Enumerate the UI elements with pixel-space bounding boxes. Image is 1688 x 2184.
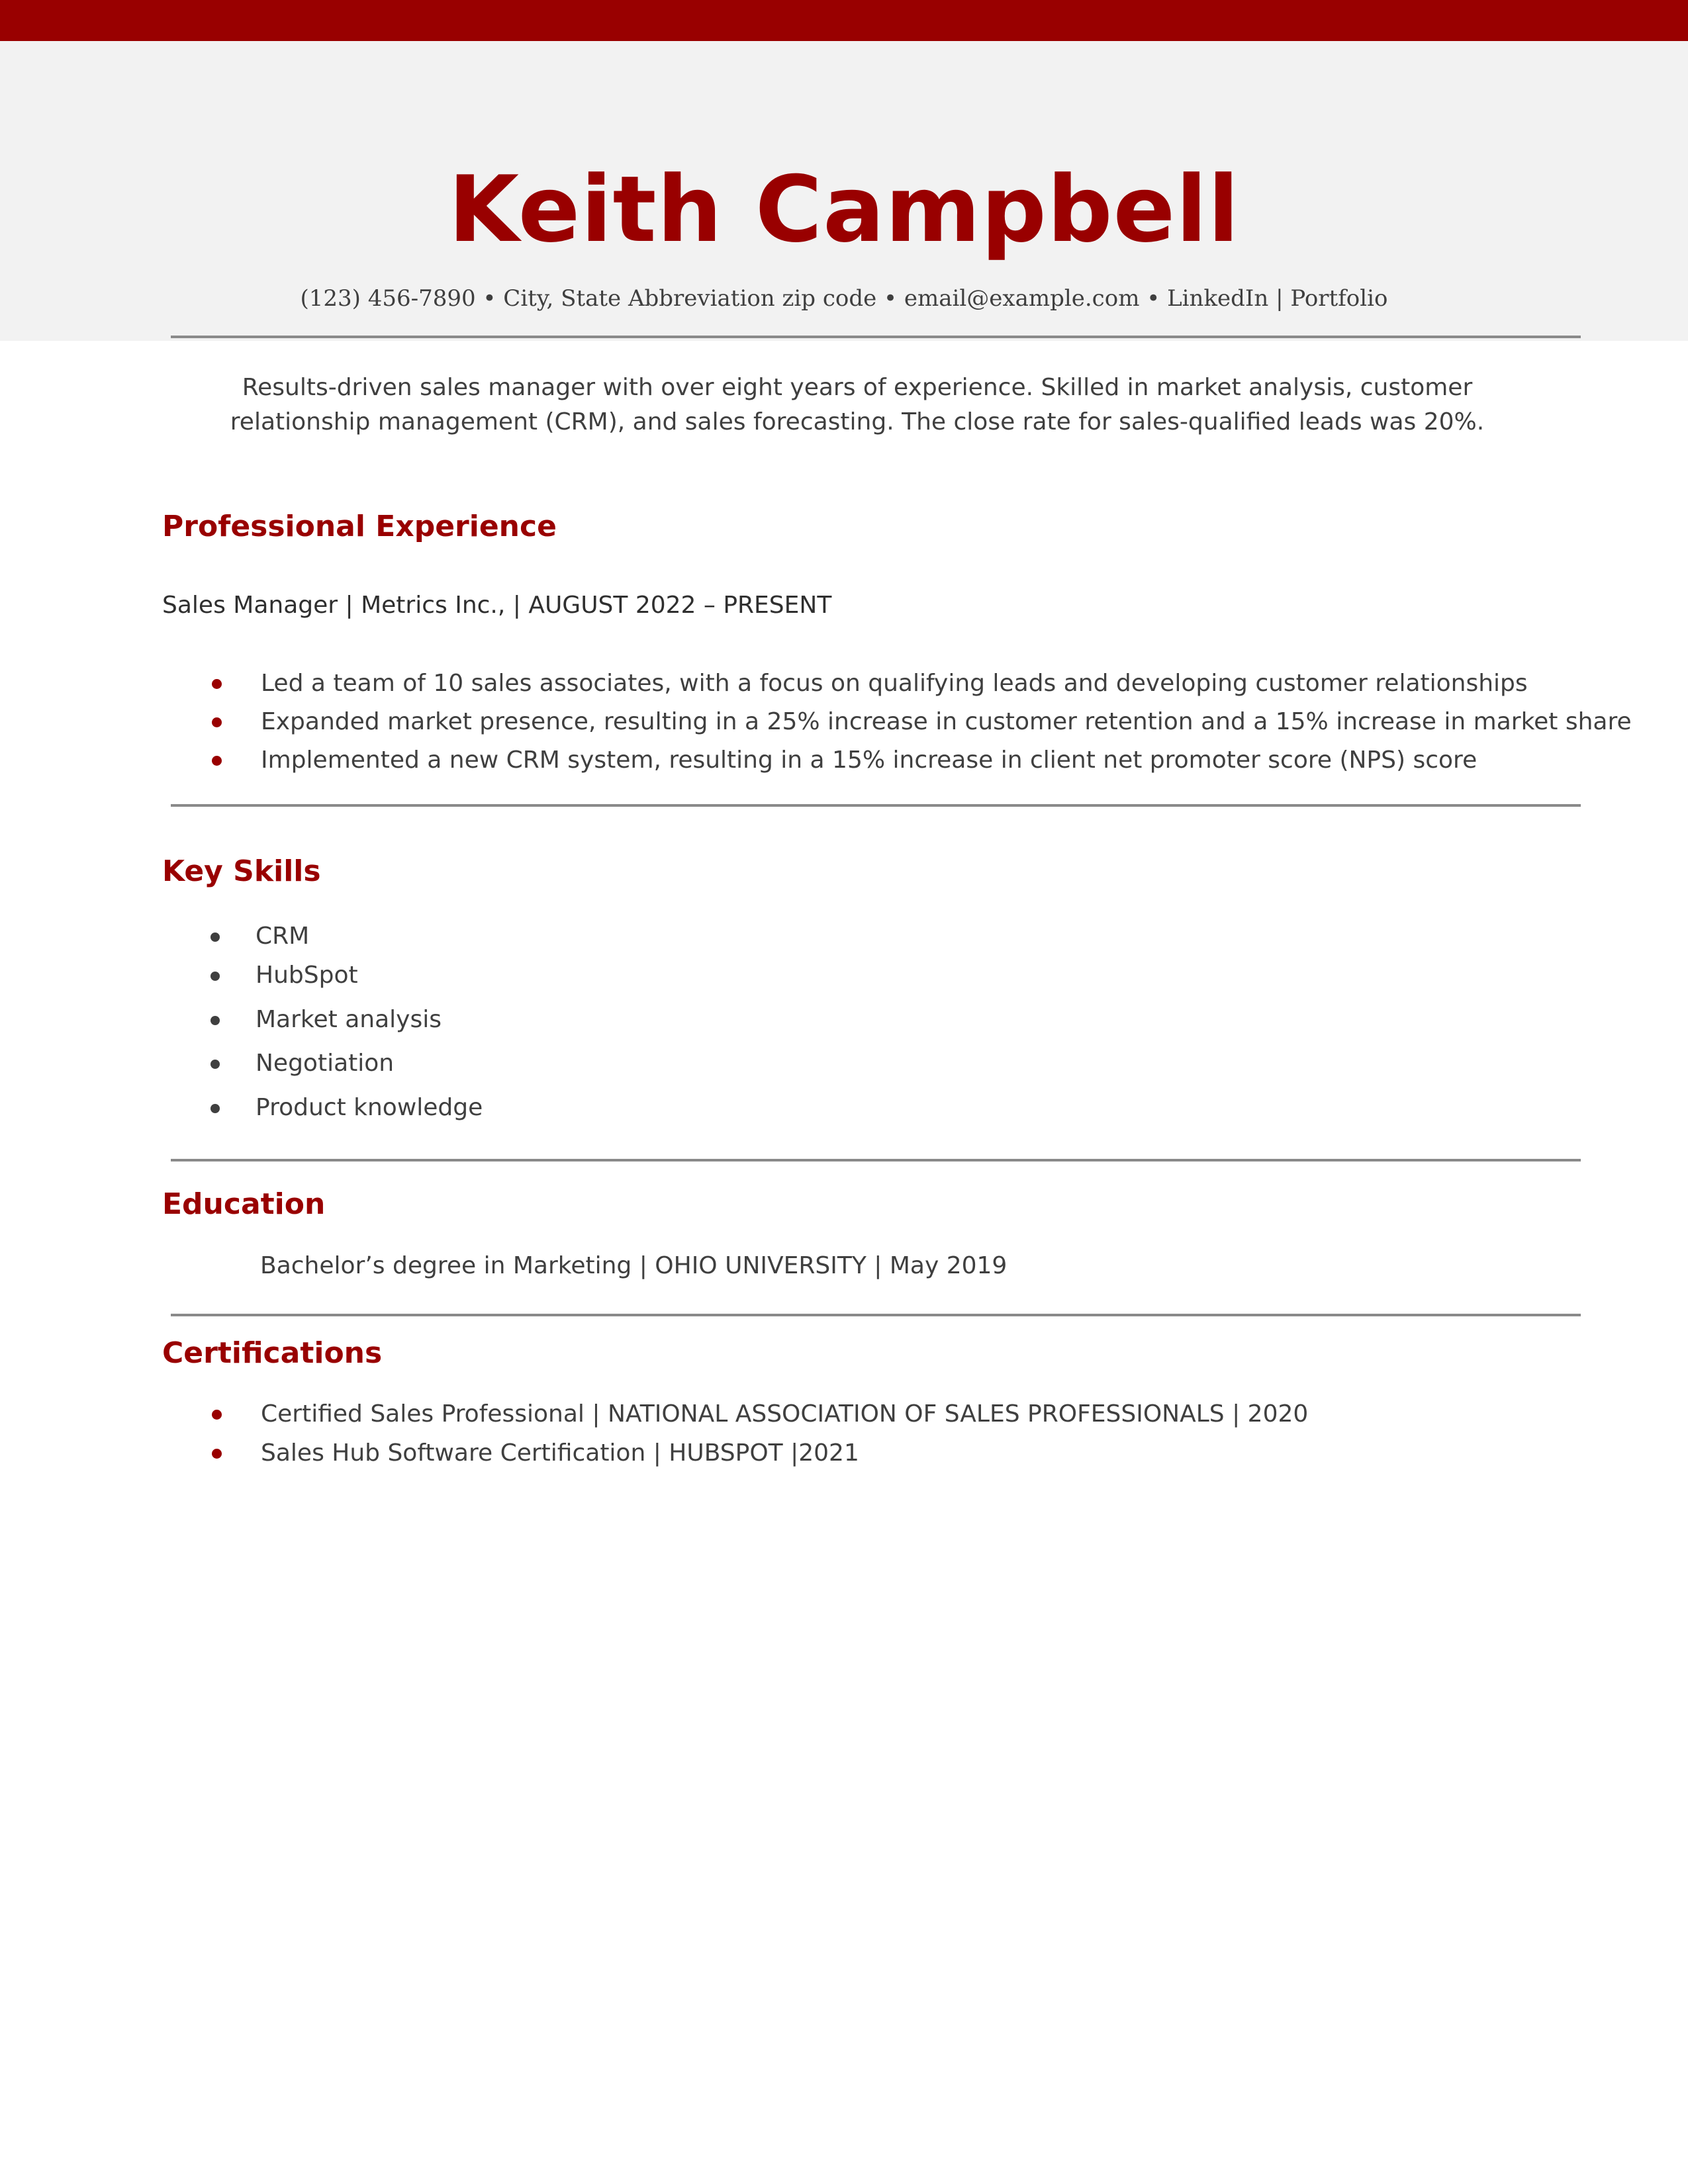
- top-accent-bar: [0, 0, 1688, 41]
- divider-header: [171, 336, 1581, 338]
- skill-item-text: Negotiation: [256, 1050, 395, 1077]
- experience-bullet-text: Expanded market presence, resulting in a 25% increase in customer retention and a 15% increase in market share: [261, 708, 1632, 735]
- section-title-education: Education: [162, 1187, 326, 1221]
- experience-bullet-text: Led a team of 10 sales associates, with a focus on qualifying leads and developing customer relationships: [261, 670, 1528, 697]
- bullet-dot-icon: [212, 717, 222, 727]
- bullet-dot-icon: [212, 679, 222, 689]
- bullet-dot-icon: [212, 1410, 222, 1420]
- section-title-experience: Professional Experience: [162, 510, 557, 543]
- divider-education: [171, 1314, 1581, 1316]
- bullet-dot-icon: [211, 972, 220, 981]
- divider-skills: [171, 1159, 1581, 1161]
- skill-item-text: HubSpot: [256, 962, 358, 989]
- divider-experience: [171, 804, 1581, 807]
- experience-bullet-text: Implemented a new CRM system, resulting in a 15% increase in client net promoter score (NPS) score: [261, 747, 1477, 774]
- section-title-certifications: Certifications: [162, 1336, 383, 1370]
- bullet-dot-icon: [211, 1104, 220, 1113]
- education-entry: Bachelor’s degree in Marketing | OHIO UNIVERSITY | May 2019: [260, 1252, 1008, 1279]
- bullet-dot-icon: [211, 1016, 220, 1025]
- skill-item-text: CRM: [256, 923, 310, 950]
- summary-paragraph: Results-driven sales manager with over eight years of experience. Skilled in market analysis, customer relationship management (CRM), and sales forecasting. The close rate for sales-qualified leads was 20%.: [230, 374, 1485, 435]
- candidate-name: Keith Campbell: [448, 156, 1240, 263]
- skill-item-text: Product knowledge: [256, 1094, 483, 1121]
- certification-item-text: Sales Hub Software Certification | HUBSPOT |2021: [261, 1439, 859, 1467]
- bullet-dot-icon: [212, 756, 222, 766]
- skill-item-text: Market analysis: [256, 1006, 442, 1033]
- bullet-dot-icon: [211, 933, 220, 942]
- certification-item-text: Certified Sales Professional | NATIONAL ASSOCIATION OF SALES PROFESSIONALS | 2020: [261, 1400, 1309, 1428]
- bullet-dot-icon: [211, 1060, 220, 1069]
- section-title-skills: Key Skills: [162, 854, 321, 888]
- bullet-dot-icon: [212, 1449, 222, 1459]
- contact-line: (123) 456-7890 • City, State Abbreviation zip code • email@example.com • LinkedIn | Portfolio: [300, 285, 1388, 312]
- job-heading: Sales Manager | Metrics Inc., | AUGUST 2022 – PRESENT: [162, 592, 832, 619]
